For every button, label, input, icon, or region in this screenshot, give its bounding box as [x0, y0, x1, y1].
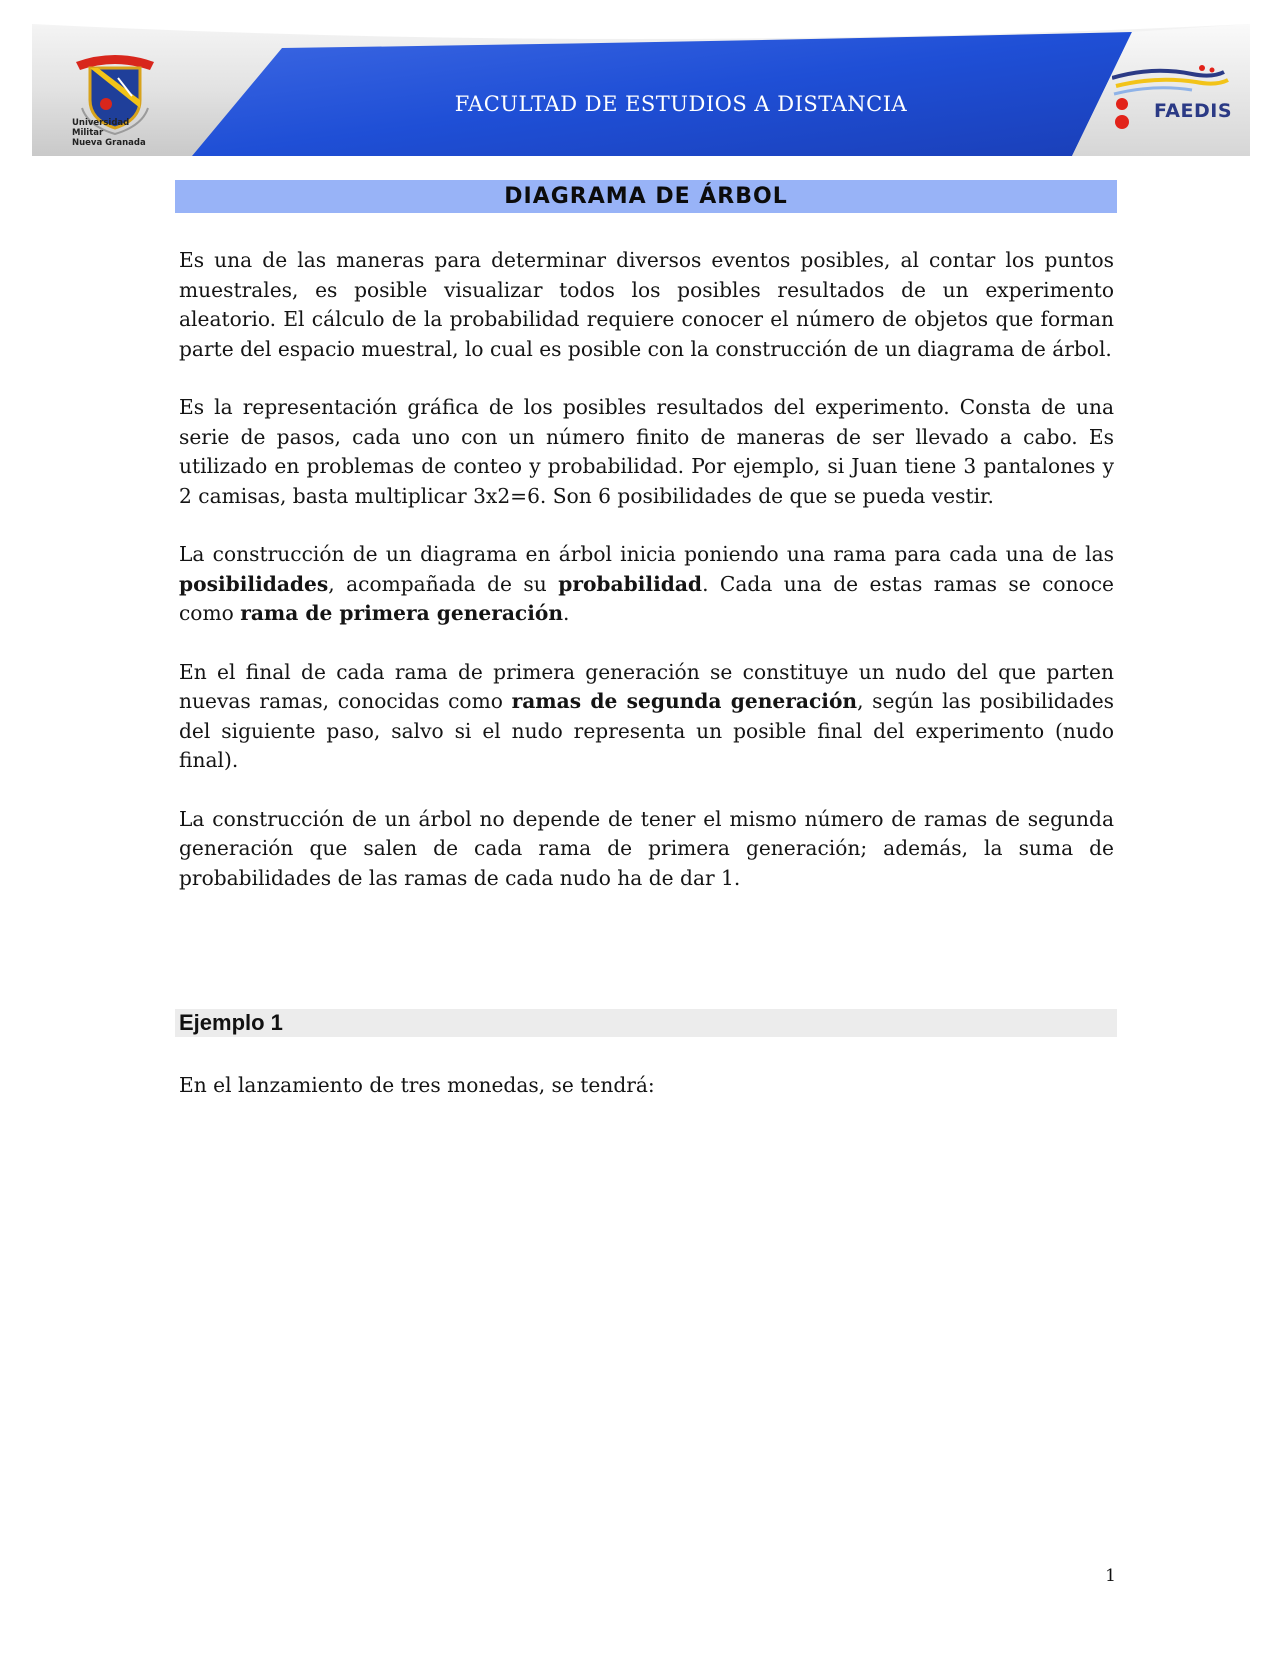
paragraph-3-text-2: , acompañada de su — [328, 571, 559, 596]
paragraph-4 — [179, 658, 1114, 776]
paragraph-3-bold-2: probabilidad — [558, 571, 703, 596]
paragraph-4-text-2: , según las posibilidades del siguiente paso, salvo si el nudo representa un posible final del experimento (nudo final). — [179, 689, 1114, 772]
paragraph-3 — [179, 540, 1114, 629]
university-name-line2: Nueva Granada — [72, 138, 146, 148]
example-intro: En el lanzamiento de tres monedas, se tendrá: — [179, 1073, 655, 1097]
section-title-bar — [175, 180, 1117, 213]
paragraph-2: Es la representación gráfica de los posibles resultados del experimento. Consta de una serie de pasos, cada uno con un número finito de maneras de ser llevado a cabo. Es utilizado en problemas de conteo y probabilidad. Por ejemplo, si Juan tiene 3 pantalones y 2 camisas, basta multiplicar 3x2=6. Son 6 posibilidades de que se pueda vestir. — [179, 395, 1114, 508]
example-title: Ejemplo 1 — [179, 1010, 283, 1035]
paragraph-3-text-4: . — [563, 601, 570, 625]
paragraph-3-text-1: La construcción de un diagrama en árbol inicia poniendo una rama para cada una de las — [179, 542, 1114, 566]
faedis-label: FAEDIS — [1154, 100, 1233, 122]
university-name-line1: Universidad Militar — [72, 118, 130, 138]
paragraph-5: La construcción de un árbol no depende de tener el mismo número de ramas de segunda generación que salen de cada rama de primera generación; además, la suma de probabilidades de las ramas de cada nudo ha de dar 1. — [179, 806, 1114, 890]
header-banner — [32, 24, 1250, 156]
paragraph-1: Es una de las maneras para determinar diversos eventos posibles, al contar los puntos muestrales, es posible visualizar todos los posibles resultados de un experimento aleatorio. El cálculo de la probabilidad requiere conocer el número de objetos que forman parte del espacio muestral, lo cual es posible con la construcción de un diagrama de árbol. — [179, 248, 1114, 361]
section-title: DIAGRAMA DE ÁRBOL — [504, 184, 788, 209]
paragraph-4-bold-1: ramas de segunda generación — [511, 689, 858, 713]
paragraph-4-text-1: En el final de cada rama de primera generación se constituye un nudo del que parten nuevas ramas, conocidas como — [179, 659, 1114, 713]
banner-background — [32, 24, 1250, 156]
paragraph-3-bold-3: rama de primera generación — [240, 601, 564, 625]
body-text — [179, 246, 1114, 922]
page-number: 1 — [1105, 1566, 1116, 1586]
paragraph-3-text-3: . Cada una de estas ramas se conoce como — [179, 571, 1114, 625]
university-name — [72, 118, 162, 148]
example-title-bar — [175, 1009, 1117, 1037]
faculty-title: FACULTAD DE ESTUDIOS A DISTANCIA — [454, 92, 908, 116]
paragraph-3-bold-1: posibilidades — [179, 571, 329, 596]
